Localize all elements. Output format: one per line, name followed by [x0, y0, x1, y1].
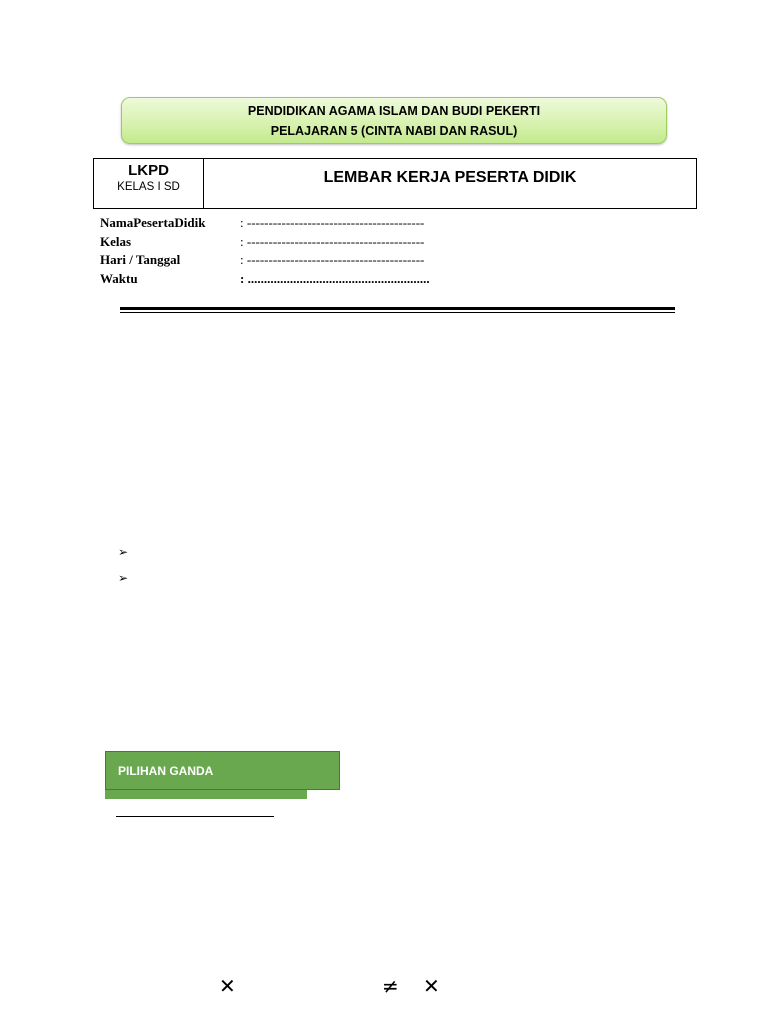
- worksheet-title: LEMBAR KERJA PESERTA DIDIK: [323, 169, 577, 186]
- class-label: KELAS I SD: [117, 181, 180, 193]
- field-row-date: [100, 251, 430, 270]
- field-label: Kelas: [100, 233, 132, 249]
- date-field[interactable]: : -----------------------------------------: [240, 252, 425, 267]
- field-label: Hari / Tanggal: [100, 252, 181, 267]
- divider-thick: [120, 307, 675, 310]
- field-row-time: [100, 270, 430, 289]
- field-label: Waktu: [100, 270, 138, 286]
- lkpd-label: LKPD: [128, 162, 169, 179]
- title-banner: [121, 97, 667, 144]
- cross-icon: ✕: [423, 974, 440, 998]
- field-row-class: [100, 233, 430, 252]
- section-heading-multiple-choice: PILIHAN GANDA: [105, 751, 340, 790]
- banner-lesson: PELAJARAN 5 (CINTA NABI DAN RASUL): [270, 124, 518, 138]
- cross-icon: ✕: [219, 974, 236, 998]
- time-field[interactable]: : ........................................................: [240, 270, 430, 286]
- student-fields: [100, 214, 430, 288]
- banner-subject: PENDIDIKAN AGAMA ISLAM DAN BUDI PEKERTI: [247, 104, 541, 118]
- not-equal-icon: ≠: [382, 974, 399, 998]
- bullet-arrow-icon: ➢: [118, 545, 129, 559]
- section-heading-tail: [105, 790, 307, 799]
- field-label: NamaPesertaDidik: [100, 215, 206, 230]
- name-field[interactable]: : -----------------------------------------: [240, 215, 425, 230]
- answer-underline: [116, 816, 274, 817]
- field-row-name: [100, 214, 430, 233]
- bullet-arrow-icon: ➢: [118, 571, 129, 585]
- header-left-cell: [94, 159, 204, 208]
- class-field[interactable]: : -----------------------------------------: [240, 233, 425, 249]
- divider-thin: [120, 312, 675, 313]
- header-table: [93, 158, 697, 209]
